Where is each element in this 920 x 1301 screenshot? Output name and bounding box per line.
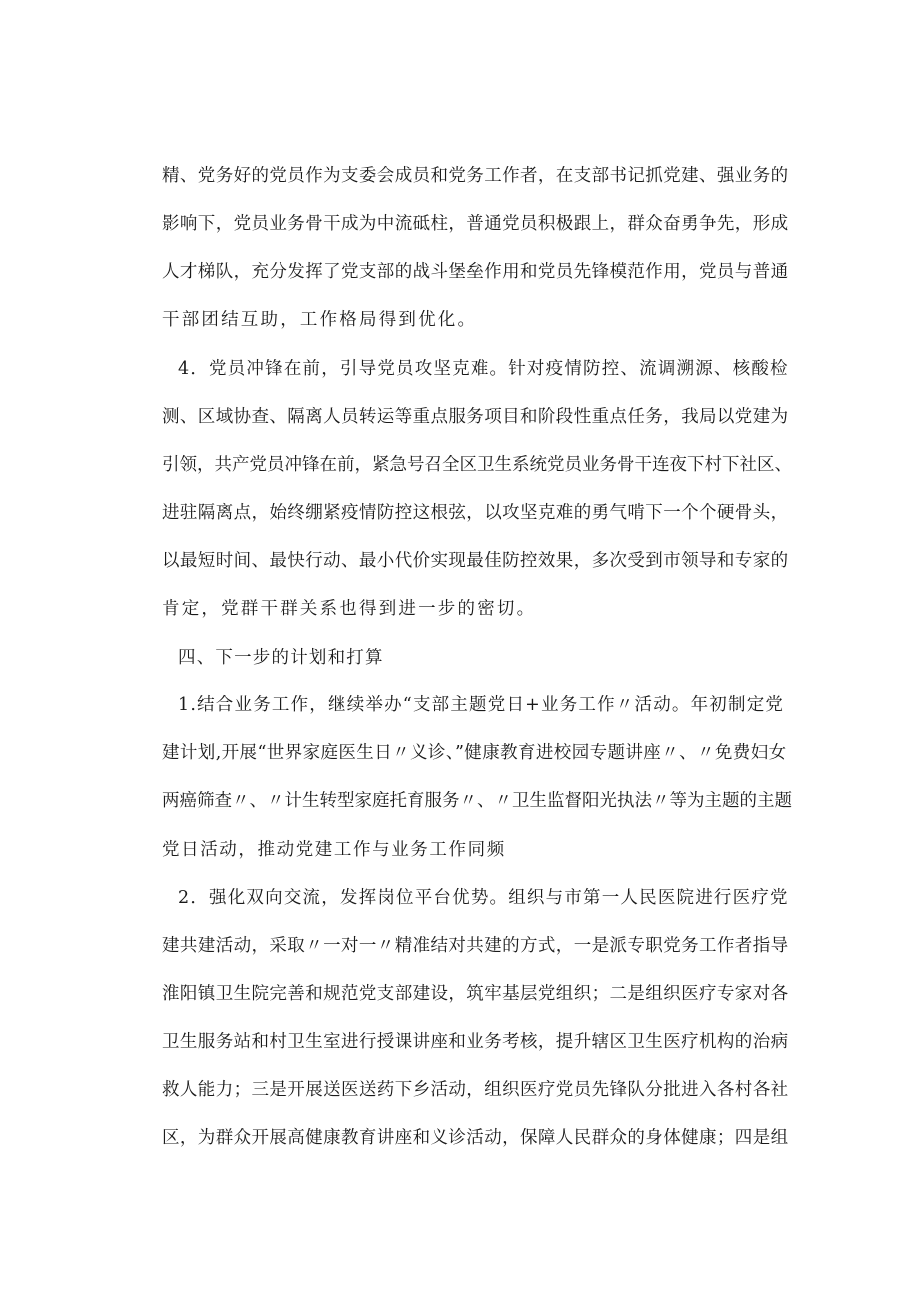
paragraph-2-line-3: 引领，共产党员冲锋在前，紧急号召全区卫生系统党员业务骨干连夜下村下社区、: [162, 455, 792, 475]
paragraph-3-line-4: 党日活动，推动党建工作与业务工作同频: [162, 840, 506, 860]
paragraph-3-line-1: 1.结合业务工作，继续举办“支部主题党日+业务工作〃活动。年初制定党: [178, 695, 785, 715]
paragraph-4-line-6: 区，为群众开展高健康教育讲座和义诊活动，保障人民群众的身体健康；四是组: [162, 1128, 789, 1148]
paragraph-4-line-1: 2．强化双向交流，发挥岗位平台优势。组织与市第一人民医院进行医疗党: [178, 888, 789, 908]
paragraph-4-line-2: 建共建活动，采取〃一对一〃精准结对共建的方式，一是派专职党务工作者指导: [162, 936, 789, 956]
paragraph-1-line-3: 人才梯队，充分发挥了党支部的战斗堡垒作用和党员先锋模范作用，党员与普通: [162, 262, 789, 282]
section-heading: 四、下一步的计划和打算: [178, 648, 384, 668]
paragraph-1-line-1: 精、党务好的党员作为支委会成员和党务工作者，在支部书记抓党建、强业务的: [162, 166, 789, 186]
paragraph-2-line-6: 肯定，党群干群关系也得到进一步的密切。: [162, 599, 537, 619]
paragraph-2-line-1: 4．党员冲锋在前，引导党员攻坚克难。针对疫情防控、流调溯源、核酸检: [178, 359, 789, 379]
paragraph-1-line-2: 影响下，党员业务骨干成为中流砥柱，普通党员积极跟上，群众奋勇争先，形成: [162, 214, 789, 234]
paragraph-3-line-3: 两癌筛查〃、〃计生转型家庭托育服务〃、〃卫生监督阳光执法〃等为主题的主题: [162, 791, 792, 811]
paragraph-3-line-2: 建计划,开展“世界家庭医生日〃义诊、”健康教育进校园专题讲座〃、〃免费妇女: [162, 743, 787, 763]
paragraph-2-line-5: 以最短时间、最快行动、最小代价实现最佳防控效果，多次受到市领导和专家的: [162, 551, 789, 571]
paragraph-2-line-2: 测、区域协查、隔离人员转运等重点服务项目和阶段性重点任务，我局以党建为: [162, 407, 789, 427]
paragraph-4-line-5: 救人能力；三是开展送医送药下乡活动，组织医疗党员先锋队分批进入各村各社: [162, 1080, 789, 1100]
paragraph-2-line-4: 进驻隔离点，始终绷紧疫情防控这根弦，以攻坚克难的勇气啃下一个个硬骨头，: [162, 503, 789, 523]
paragraph-4-line-3: 淮阳镇卫生院完善和规范党支部建设，筑牢基层党组织；二是组织医疗专家对各: [162, 984, 789, 1004]
paragraph-4-line-4: 卫生服务站和村卫生室进行授课讲座和业务考核，提升辖区卫生医疗机构的治病: [162, 1032, 789, 1052]
paragraph-1-line-4: 干部团结互助，工作格局得到优化。: [162, 310, 478, 330]
